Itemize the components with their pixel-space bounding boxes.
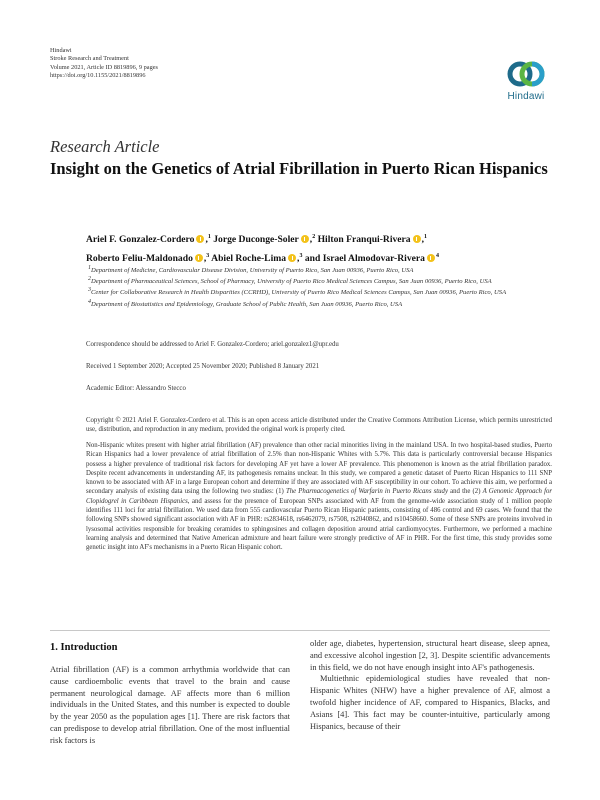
copyright-notice: Copyright © 2021 Ariel F. Gonzalez-Cordero et al. This is an open access article distributed under the Creative Commons Attribution License, which permits unrestricted use, distribution, and reproduction in any medium, provided the original work is properly cited.: [86, 417, 552, 434]
intro-paragraph: Multiethnic epidemiological studies have revealed that non-Hispanic Whites (NHW) have a higher prevalence of AF, almost a twofold higher incidence of AF, compared to Hispanics, Blacks, and Asians [4]. This fact may be counter-intuitive, particularly among Hispanics, because of their: [310, 674, 550, 731]
section-heading: 1. Introduction: [50, 642, 118, 653]
section-divider: [50, 630, 550, 631]
study-title: The Pharmacogenetics of Warfarin in Puerto Ricans study: [285, 488, 448, 496]
orcid-icon[interactable]: [413, 235, 421, 243]
affiliations: [86, 264, 556, 309]
abstract: Non-Hispanic whites present with higher atrial fibrillation (AF) prevalence than other racial minorities living in the mainland USA. In two hospital-based studies, Puerto Rican Hispanics had a lower prevalence of atrial fibrillation of 2.5% than non-Hispanic Whites with 5.7%. This data is particularly controversial because Hispanics possess a higher prevalence of traditional risk factors for developing AF yet have a lower AF prevalence. This phenomenon is known as the atrial fibrillation paradox. Despite recent advancements in understanding AF, its pathogenesis remains unclear. In this study, we compared a genetic dataset of Puerto Rican Hispanics to 111 SNP known to be associated with AF in a large European cohort and determine if they are associated with AF susceptibility in our cohort. To achieve this aim, we performed a secondary analysis of existing data using the following two studies: (1) The Pharmacogenetics of Warfarin in Puerto Ricans study and the (2) A Genomic Approach for Clopidogrel in Caribbean Hispanics, and assess for the presence of European SNPs associated with AF from the genome-wide association study of 1 million people identifies 111 loci for atrial fibrillation. We used data from 555 cardiovascular Puerto Rican Hispanic patients, consisting of 486 control and 69 cases. We found that the following SNPs showed significant association with AF in PHR: rs2834618, rs6462079, rs7508, rs2040862, and rs10458660. Some of these SNPs are proteins involved in lysosomal activities responsible for breaking ceramides to sphingosines and collagen deposition around atrial cardiomyocytes. Furthermore, we performed a machine learning analysis and determined that Native American admixture and heart failure were strongly predictive of AF in PHR. For the first time, this study provides some genetic insight into AF's mechanisms in a Puerto Rican Hispanic cohort.: [86, 442, 553, 552]
study-title: A Genomic Approach for Clopidogrel in Caribbean Hispanics: [86, 488, 552, 505]
intro-column-left: [50, 664, 290, 747]
orcid-icon[interactable]: [195, 254, 203, 262]
author-name[interactable]: Hilton Franqui-Rivera: [317, 234, 411, 246]
author-list: Ariel F. Gonzalez-Cordero ,$^1$ Jorge Duconge-Soler ,$^2$ Hilton Franqui-Rivera ,$^1$ Roberto Feliu-Maldonado ,$^3$ Abiel Roche-Lima ,$^3$ and Israel Almodovar-Rivera $^4$: [86, 234, 439, 265]
intro-paragraph: Atrial fibrillation (AF) is a common arrhythmia worldwide that can cause cardioembolic events that travel to the brain and cause permanent neurological damage. AF affects more than 6 million individuals in the United States, and this number is expected to double by the year 2050 as the population ages [1]. There are risk factors that can predispose to develop atrial fibrillation. One of the most influential risk factors is: [50, 665, 290, 745]
orcid-icon[interactable]: [427, 254, 435, 262]
orcid-icon[interactable]: [196, 235, 204, 243]
affiliation-item: $^1$Department of Medicine, Cardiovascular Disease Division, University of Puerto Rico, San Juan 00936, Puerto Rico, USA: [88, 265, 414, 275]
journal-meta: [50, 47, 158, 81]
author-name[interactable]: Roberto Feliu-Maldonado: [86, 253, 193, 265]
doi-link[interactable]: https://doi.org/10.1155/2021/8819896: [50, 72, 146, 80]
orcid-icon[interactable]: [301, 235, 309, 243]
correspondence: Correspondence should be addressed to Ariel F. Gonzalez-Cordero; ariel.gonzalez1@upr.edu: [86, 341, 339, 348]
volume-info: Volume 2021, Article ID 8819896, 9 pages: [50, 63, 158, 71]
affiliation-item: $^3$Center for Collaborative Research in Health Disparities (CCRHD), University of Puerto Rico Medical Sciences Campus, San Juan 00936, Puerto Rico, USA: [88, 287, 507, 297]
authors-conjunction: and: [304, 253, 321, 265]
article-type: Research Article: [50, 137, 160, 156]
intro-paragraph: older age, diabetes, hypertension, structural heart disease, sleep apnea, and excessive alcohol ingestion [2, 3]. Despite scientific advancements in this field, we do not have enough insight into AF's pathogenesis.: [310, 639, 550, 672]
orcid-icon[interactable]: [288, 254, 296, 262]
author-name[interactable]: Jorge Duconge-Soler: [213, 234, 299, 246]
article-title: Insight on the Genetics of Atrial Fibrillation in Puerto Rican Hispanics: [50, 159, 548, 178]
author-name[interactable]: Abiel Roche-Lima: [211, 253, 287, 265]
intro-column-right: [310, 638, 550, 732]
author-name[interactable]: Israel Almodovar-Rivera: [322, 253, 425, 265]
publication-dates: Received 1 September 2020; Accepted 25 November 2020; Published 8 January 2021: [86, 363, 320, 370]
academic-editor: Academic Editor: Alessandro Stecco: [86, 385, 186, 392]
hindawi-logo-text: Hindawi: [507, 91, 545, 102]
affiliation-item: $^4$Department of Biostatistics and Epidemiology, Graduate School of Public Health, San Juan 00936, Puerto Rico, USA: [88, 298, 403, 308]
publisher-name: Hindawi: [50, 47, 72, 54]
affiliation-item: $^2$Department of Pharmaceutical Sciences, School of Pharmacy, University of Puerto Rico Medical Sciences Campus, San Juan 00936, Puerto Rico, USA: [88, 276, 492, 286]
author-name[interactable]: Ariel F. Gonzalez-Cordero: [86, 234, 195, 246]
journal-name: Stroke Research and Treatment: [50, 55, 129, 63]
